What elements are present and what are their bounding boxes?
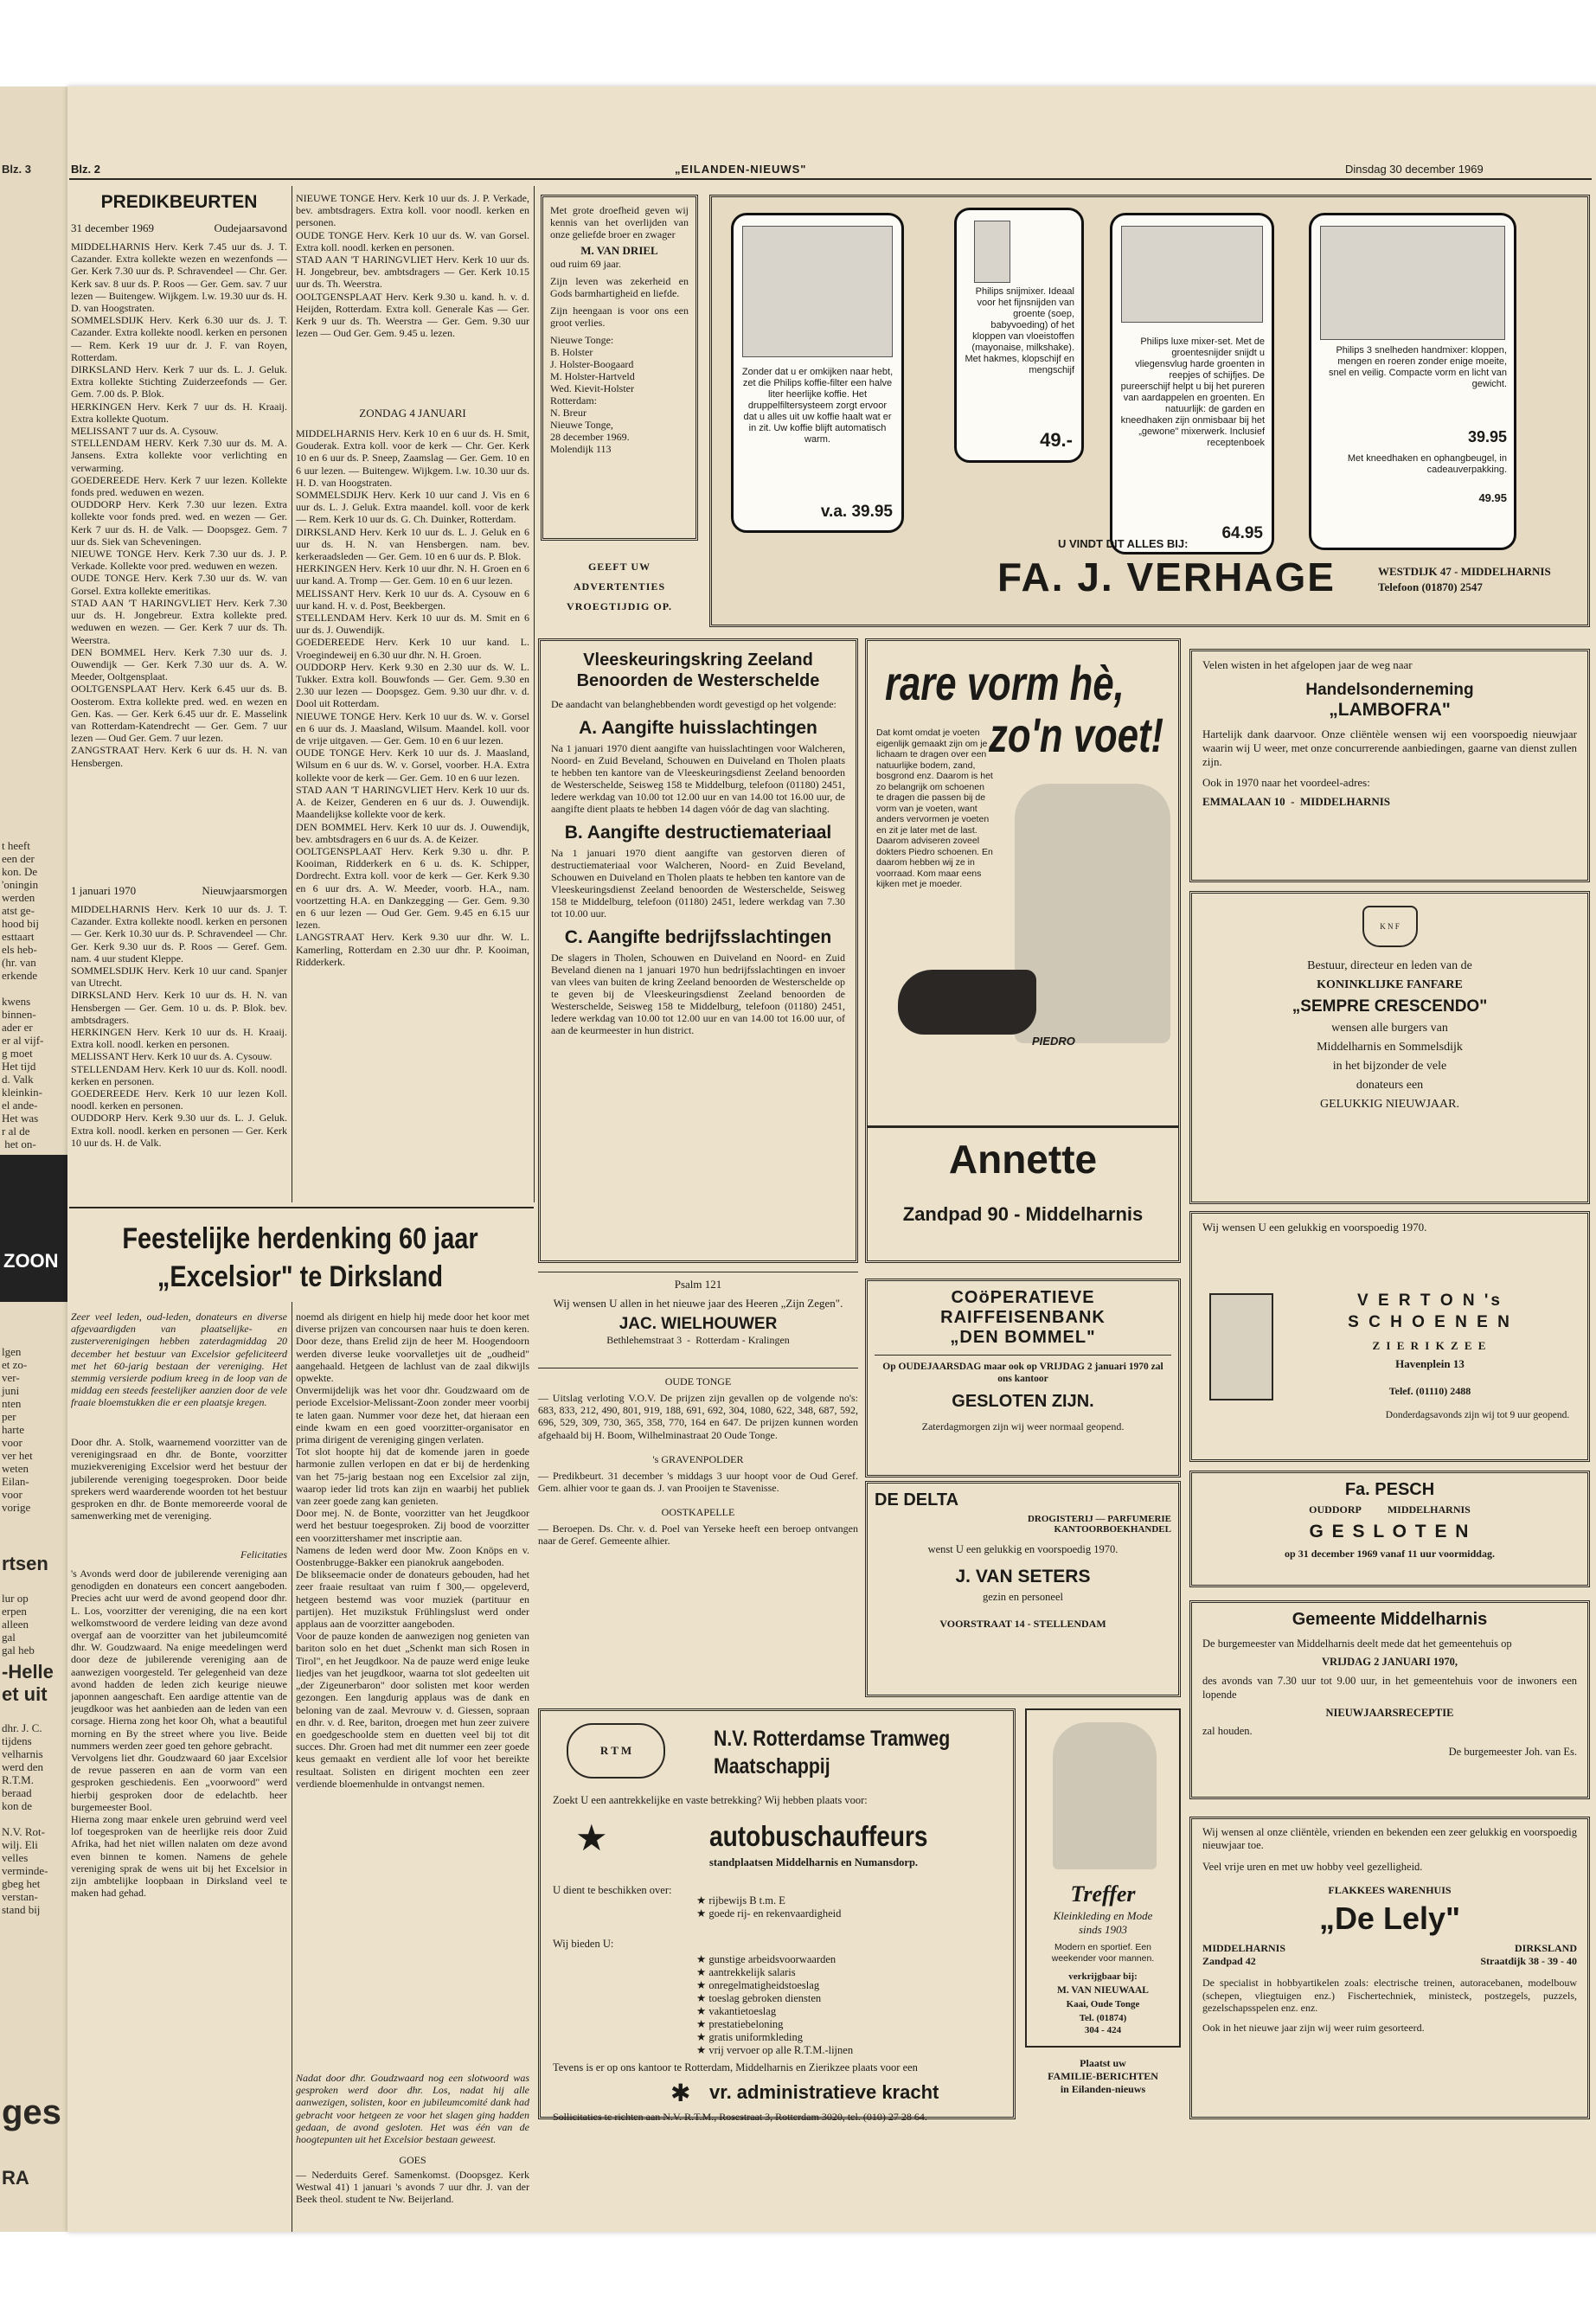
lely-address: Zandpad 42 <box>1202 1955 1256 1967</box>
verton-phone: Telef. (01110) 2488 <box>1388 1385 1471 1397</box>
news-place: OUDE TONGE <box>664 1375 732 1388</box>
treffer-description: Modern en sportief. Een weekender voor mannen. <box>1051 1942 1155 1964</box>
lambofra-intro: Velen wisten in het afgelopen jaar de weg naar <box>1202 658 1413 671</box>
verton-name-1: V E R T O N 's <box>1357 1292 1503 1310</box>
rtm-offer-label: Wij bieden U: <box>553 1938 614 1950</box>
psalm-wish: Wij wensen U allen in het nieuwe jaar des Heeren „Zijn Zegen". <box>553 1297 843 1310</box>
verhage-tagline: U VINDT DIT ALLES BIJ: <box>1058 537 1189 550</box>
treffer-phone-2: 304 - 424 <box>1084 2025 1122 2035</box>
list-item: ★ gunstige arbeidsvoorwaarden <box>696 1953 836 1965</box>
rtm-logo: R T M <box>567 1723 665 1779</box>
raiffeisenbank-advertisement <box>865 1279 1181 1477</box>
feest-body-3: noemd als dirigent en hielp hij mede door het koor met diverse prijzen van concoursen naar huis te doen keren. Door deze, thans Erelid zijn de heer M. Hoogendoorn werden diverse leuke voorvalletjes uit de „oudheid" aangehaald. Hetgeen de lachlust van de zaal dikwijls opwekte. Onvermijdelijk was het voor dhr. Goudzwaard om de periode Excelsior-Melissant-Zoon zonder meer voorbij te laten gaan. Nummer voor deze het, dat hieraan een einde kwam en een goed voorzitter-organisator en prima dirigent de vereniging gingen verlaten. Tot slot hoopte hij dat de komende jaren in goede harmonie zullen verlopen en dat er bij de herdenking van het 75-jarig bestaan nog een Excelsior zal zijn, waarop ieder lid trots kan zijn en waarbij het publiek van zeer goede zang kan genieten. Door mej. N. de Bonte, voorzitter van het Jeugdkoor werd het bestuur toegesproken. Zij bood de voorzitter een voorzittershamer met inscriptie aan. Namens de leden werd door Mw. Zoon Knöps en v. Oostenbrugge-Bakker een pianokruk aangeboden. De blikseemacie onder de donateurs gebouden, had het zeer fraaie resultaat van ruim f 300,— opgeleverd, hetgeen bestemd was voor muziek (partituur en partijen). Het muzikstuk Frühlingslust werd onder applaus aan de voorzitter aangeboden. Voor de pauze konden de aanwezigen nog genieten van bariton solo en het duet „Schenkt man sich Rosen in Tirol", en het Jeugdkoor. Na de pauze werd enige leuke liedjes van het jeugdkoor, waarna tot slot gedeelten uit „der Zigeunerbaron" door solisten met koor werden gezongen. Een langdurig applaus was de dank en beloning van de zaal. Mevrouw v. d. Giessen, sopraan en dhr. v. d. Ree, bariton, droegen met hun zeer zuivere en goedgeschoolde stem en duetten veel bij tot dit succes. Dhr. Groen had met dit nummer een zeer goede keus gemaakt en verdient alle lof voor het bereikte resultaat. Solisten en dirigent mochten een zeer verdiende bloemenhulde in ontvangst nemen. <box>296 1311 529 1790</box>
lely-advertisement <box>1189 1817 1590 2119</box>
mixer-set-product <box>1110 213 1274 554</box>
fanfare-advertisement <box>1189 891 1590 1204</box>
hand-blender-image <box>974 221 1010 283</box>
treffer-shop-name: M. VAN NIEUWAAL <box>1057 1985 1149 1996</box>
feest-subhead: Felicitaties <box>240 1548 287 1561</box>
coffee-filter-price: v.a. 39.95 <box>820 503 893 521</box>
piedro-logo: PIEDRO <box>1032 1035 1075 1048</box>
predikbeurten-occasion-1: Oudejaarsavond <box>214 221 287 234</box>
list-item: ★ vrij vervoer op alle R.T.M.-lijnen <box>696 2044 854 2056</box>
wielhouwer-notice <box>538 1272 858 1368</box>
gemeente-signature: De burgemeester Joh. van Es. <box>1448 1745 1577 1758</box>
vleeskeuring-title: Vleeskeuringskring Zeeland Benoorden de Westerschelde <box>576 651 820 690</box>
pesch-location: OUDDORP <box>1309 1503 1362 1516</box>
section-c-text: De slagers in Tholen, Schouwen en Duiveland en Noord- en Zuid Beveland dienen na 1 januari 1970 hun bedrijfsslachtingen en invoer van vlees van buiten de kring Zeeland benoorden de Westerschelde op te geven bij de Vleeskeuringsdienst Zeeland benoorden de Westerschelde, Seisweg 158 te Middelburg, telefoon (01180) 2451, ledere werkdag van 10.00 tot 12.00 uur en van 14.00 tot 16.00 uur, of aan de keurmeester in hun district. <box>551 952 845 1036</box>
divider <box>868 1125 1178 1128</box>
obituary-place-date: Nieuwe Tonge, 28 december 1969. <box>550 419 630 443</box>
verton-wish: Wij wensen U een gelukkig en voorspoedig 1970. <box>1202 1221 1427 1234</box>
lely-specialty: De specialist in hobbyartikelen zoals: electrische treinen, autoracebanen, modelbouw (schepen, vliegtuigen enz.) Fischertechniek, ministeck, postzegels, puzzels, gezelschapsspelen enz. enz. <box>1202 1977 1577 2014</box>
list-item: ★ vakantietoeslag <box>696 2005 777 2017</box>
news-item: — Predikbeurt. 31 december 's middags 3 uur hoopt voor de Oud Geref. Gem. alhier voor te gaan ds. J. van Prooijen te Stavenisse. <box>538 1469 858 1495</box>
pesch-when: op 31 december 1969 vanaf 11 uur voormiddag. <box>1285 1548 1495 1560</box>
predikbeurten-title: PREDIKBEURTEN <box>100 192 258 212</box>
fanfare-line: Middelharnis en Sommelsdijk <box>1317 1041 1463 1054</box>
newspaper-title: „EILANDEN-NIEUWS" <box>675 163 807 176</box>
reminder-line: Plaatst uw <box>1080 2057 1126 2069</box>
raiffeisen-line: RAIFFEISENBANK <box>940 1308 1106 1327</box>
feest-headline-2: „Excelsior" te Dirksland <box>157 1260 444 1293</box>
hand-mixer-price: 39.95 <box>1467 428 1507 445</box>
obituary-name: M. VAN DRIEL <box>580 244 658 257</box>
obituary-age: oud ruim 69 jaar. <box>550 258 621 270</box>
news-item: — Uitslag verloting V.O.V. De prijzen zijn gevallen op de volgende no's: 683, 833, 212, 490, 801, 919, 188, 691, 692, 304, 1080, 622, 348, 687, 592, 696, 529, 309, 730, 365, 358, 770, 164 en 647. De prijzen kunnen worden afgehaald bij H. Boom, Wilhelminastraat 20 Oude Tonge. <box>538 1392 858 1441</box>
star-icon: ✱ <box>670 2080 691 2107</box>
delta-address: VOORSTRAAT 14 - STELLENDAM <box>939 1618 1106 1630</box>
lambofra-advertisement <box>1189 649 1590 882</box>
news-item: — Beroepen. Ds. Chr. v. d. Poel van Yerseke heeft een beroep ontvangen naar de Geref. Gemeente alhier. <box>538 1522 858 1548</box>
verton-name-2: S C H O E N E N <box>1348 1313 1512 1331</box>
section-a-text: Na 1 januari 1970 dient aangifte van huisslachtingen voor Walcheren, Noord- en Zuid Beveland, Schouwen en Duiveland en Tholen plaats te hebben ten kantore van de Vleeskeuringsdienst Zeeland benoorden de Westerschelde, Seisweg 158 te Middelburg, telefoon (01180) 2451, ledere werkdag van 10.00 tot 12.00 uur en van 14.00 tot 16.00 uur, de aangifte dient plaats te hebben 14 dagen vóór de dag van slachting. <box>551 742 845 815</box>
gemeente-body: De burgemeester van Middelharnis deelt mede dat het gemeentehuis op <box>1202 1638 1512 1650</box>
lambofra-body: Hartelijk dank daarvoor. Onze cliëntèle wensen wij een voorspoedig nieuwjaar waarin wij U weer, met onze concurrerende aanbiedingen, gaarne van dienst zullen zijn. <box>1202 727 1577 768</box>
predikbeurten-date-2: 1 januari 1970 <box>71 884 137 897</box>
delta-sub: DROGISTERIJ — PARFUMERIE <box>1027 1514 1171 1524</box>
raiffeisen-reopen: Zaterdagmorgen zijn wij weer normaal geopend. <box>921 1420 1125 1433</box>
predikbeurten-date-1: 31 december 1969 <box>71 221 155 234</box>
raiffeisen-name: „DEN BOMMEL" <box>950 1328 1096 1347</box>
fanfare-line: Bestuur, directeur en leden van de <box>1307 959 1472 972</box>
list-item: ★ toeslag gebroken diensten <box>696 1992 822 2004</box>
reminder-line: in Eilanden-nieuws <box>1060 2083 1146 2095</box>
psalm-reference: Psalm 121 <box>674 1278 722 1291</box>
predikbeurten-subhead-2 <box>71 884 287 898</box>
feest-closing: Nadat door dhr. Goudzwaard nog een slotwoord was gesproken werd door dhr. Los, nadat hij alle aanwezigen, solisten, koor en jubileumcomité dank had gebracht voor hetgeen ze voor het slagen ging hadden gedaan, de avond gesloten. Het was één van de hoogtepunten uit het Excelsior bestaan geweest. <box>296 2072 529 2146</box>
feest-headline-1: Feestelijke herdenking 60 jaar <box>122 1222 478 1255</box>
delta-wish: wenst U een gelukkig en voorspoedig 1970. <box>927 1543 1118 1555</box>
pesch-location: MIDDELHARNIS <box>1387 1503 1471 1516</box>
star-icon: ★ <box>575 1819 608 1859</box>
annette-body: Dat komt omdat je voeten eigenlijk gemaakt zijn om je lichaam te dragen over een natuurlijke bodem, zand, bosgrond enz. Daarom is het zo belangrijk om schoenen te dragen die passen bij de vorm van je voeten, want anders vervormen je voeten en zit je later met de last. Daarom adviseren zoveel dokters Piedro schoenen. En daarom hebben wij ze in voorraad. Kom maar eens kijken met je moeder. <box>876 727 993 889</box>
hand-blender-price: 49.- <box>1040 429 1073 451</box>
section-b-text: Na 1 januari 1970 dient aangifte van gestorven dieren of destructiemateriaal voor Walcheren, Noord- en Zuid Beveland, Schouwen en Duiveland en Tholen plaats te hebben ten kantore van de Vleeskeuringsdienst Zeeland benoorden de Westerschelde, Seisweg 158 te Middelburg, telefoon (01180) 2451, ledere werkdag van 7.30 tot 10.00 uur. <box>551 847 846 920</box>
feest-lead: Zeer veel leden, oud-leden, donateurs en diverse afgevaardigden van plaatselijke- en zusterverenigingen hebben zaterdagmiddag 20 december het bestuur van Excelsior gefeliciteerd met het 60-jarig bestaan der vereniging. Het stemmig versierde podium kreeg in de loop van de middag een steeds feestelijker aanzien door de vele fraaie bloemstukken die er een plaatsje kregen. <box>71 1311 287 1409</box>
list-item: ★ rijbewijs B t.m. E <box>696 1894 785 1907</box>
annette-headline-2: zo'n voet! <box>989 708 1164 762</box>
mixer-set-image <box>1121 226 1263 323</box>
list-item: ★ aantrekkelijk salaris <box>696 1966 796 1978</box>
previous-page-text: t heeft een der kon. De 'oningin werden atst ge- hood bij esttaart els heb- (hr. van erkende <box>2 839 39 982</box>
article-rule <box>69 1207 534 1208</box>
lely-sub: FLAKKEES WARENHUIS <box>1328 1884 1452 1896</box>
lely-name: „De Lely" <box>1318 1900 1461 1936</box>
verhage-phone: Telefoon (01870) 2547 <box>1378 580 1483 593</box>
previous-page-heading: ges <box>2 2093 61 2131</box>
section-b-title: B. Aangifte destructiemateriaal <box>564 823 832 843</box>
mixer-set-description: Philips luxe mixer-set. Met de groentesnijder snijdt u vliegensvlug harde groenten in reepjes of schijfjes. De pureerschijf helpt u bij het pureren van aardappelen en groenten. En natuurlijk: de garden en kneedhaken zijn onmisbaar bij het „gewone" mixerwerk. Inclusief receptenboek <box>1120 336 1265 448</box>
verton-hours: Donderdagsavonds zijn wij tot 9 uur geopend. <box>1385 1410 1570 1420</box>
section-a-title: A. Aangifte huisslachtingen <box>579 718 817 738</box>
fanfare-line: in het bijzonder de vele <box>1332 1060 1447 1073</box>
gemeente-event: NIEUWJAARSRECEPTIE <box>1325 1707 1454 1719</box>
rtm-requirements-label: U dient te beschikken over: <box>553 1884 672 1896</box>
list-item: ★ prestatiebeloning <box>696 2018 784 2030</box>
treffer-street: Kaai, Oude Tonge <box>1066 1999 1140 2009</box>
verhage-address: WESTDIJK 47 - MIDDELHARNIS <box>1378 565 1551 578</box>
lely-invite: Veel vrije uren en met uw hobby veel gezelligheid. <box>1202 1861 1423 1873</box>
verhage-advertisement <box>709 195 1590 627</box>
pesch-closed: G E S L O T E N <box>1309 1522 1471 1541</box>
reminder-line: ADVERTENTIES <box>573 580 666 593</box>
verhage-name: FA. J. VERHAGE <box>997 554 1336 599</box>
delta-name: DE DELTA <box>875 1490 959 1509</box>
lely-foot: Ook in het nieuwe jaar zijn wij weer ruim gesorteerd. <box>1202 2021 1425 2034</box>
family-notice-reminder <box>1025 2057 1181 2096</box>
coffee-filter-description: Zonder dat u er omkijken naar hebt, zet die Philips koffie-filter een halve liter heerlijke koffie. Het druppelfiltersysteem zorgt ervoor dat u alles uit uw koffie haalt wat er in zit. Uw koffie blijft automatisch warm. <box>741 367 894 445</box>
verton-advertisement <box>1189 1211 1590 1462</box>
list-item: ★ onregelmatigheidstoeslag <box>696 1979 820 1991</box>
predikbeurten-list-1: MIDDELHARNIS Herv. Kerk 7.45 uur ds. J. T. Cazander. Extra kollekte wezen en wezenfonds — Ger. Kerk 7.30 uur ds. P. Schravendeel — Chr. Ger. Kerk sav. 8 uur ds. P. Roos — Ger. Gem. sav. 7 uur lezen — Buitengew. Wijkgem. l.w. 19.30 uur ds. H. D. van Hoogstraten. SOMMELSDIJK Herv. Kerk 6.30 uur ds. J. T. Cazander. Extra kollekte noodl. kerken en personen — Rem. Kerk 19 uur dr. J. F. van Royen, Rotterdam. DIRKSLAND Herv. Kerk 7 uur ds. L. J. Geluk. Extra kollekte Stichting Zuiderzeefonds — Ger. Gem. 7.00 ds. P. Blok. HERKINGEN Herv. Kerk 7 uur ds. H. Kraaij. Extra kollekte Quotum. MELISSANT 7 uur ds. A. Cysouw. STELLENDAM HERV. Kerk 7.30 uur ds. M. A. Jansens. Extra kollekte voor verlichting en verwarming. GOEDEREEDE Herv. Kerk 7 uur lezen. Kollekte fonds pred. weduwen en wezen. OUDDORP Herv. Kerk 7.30 uur lezen. Extra kollekte voor fonds pred. wed. en wezen — Ger. Kerk 7 uur ds. H. de Valk. — Doopsgez. Gem. 7 uur ds. Siek van Scheveningen. NIEUWE TONGE Herv. Kerk 7.30 uur ds. J. P. Verkade. Kollekte voor pred. weduwen en wezen. OUDE TONGE Herv. Kerk 7.30 uur ds. W. van Gorsel. Extra kollekte emeritikas. STAD AAN 'T HARINGVLIET Herv. Kerk 7.30 uur ds. H. Jongebreur. Extra kollekte pred. weduwen en wezen. — Ger. Kerk 7 uur ds. Th. Weerstra. DEN BOMMEL Herv. Kerk 7.30 uur ds. J. Ouwendijk — Ger. Kerk 7.30 uur ds. A. W. Meeder, Ooltgensplaat. OOLTGENSPLAAT Herv. Kerk 6.45 uur ds. B. Oosterom. Extra kollekte pred. wed. en wezen en Gen. Kas. — Ger. Kerk 6.45 uur dr. E. Masselink van Rotterdam-Katendrecht — Ger. Gem. 7 uur lezen — Oud Ger. Gem. 7 uur lezen. ZANGSTRAAT Herv. Kerk 6 uur ds. H. N. van Hensbergen. <box>71 240 287 769</box>
coffee-filter-product <box>731 213 904 533</box>
gemeente-date: VRIJDAG 2 JANUARI 1970, <box>1322 1656 1458 1668</box>
pesch-advertisement <box>1189 1471 1590 1587</box>
previous-page-ad-text: ZOON <box>3 1250 59 1272</box>
psalm-address: Bethlehemstraat 3 - Rotterdam - Kralingen <box>606 1334 790 1346</box>
lely-address: Straatdijk 38 - 39 - 40 <box>1480 1955 1577 1967</box>
annette-advertisement <box>865 638 1181 1263</box>
hand-mixer-description: Philips 3 snelheden handmixer: kloppen, mengen en roeren zonder enige moeite, snel en veilig. Compacte vorm en licht van gewicht. <box>1328 345 1507 389</box>
news-place: OOSTKAPELLE <box>661 1506 735 1519</box>
lely-addresses <box>1202 1955 1577 1968</box>
fanfare-name: „SEMPRE CRESCENDO" <box>1292 997 1488 1016</box>
predikbeurten-occasion-2: Nieuwjaarsmorgen <box>202 884 287 897</box>
header-rule <box>69 178 1592 180</box>
treffer-advertisement <box>1025 1708 1181 2048</box>
annette-name: Annette <box>948 1137 1098 1182</box>
lambofra-address-intro: Ook in 1970 naar het voordeel-adres: <box>1202 776 1370 789</box>
lambofra-name-2: „LAMBOFRA" <box>1329 700 1451 720</box>
vleeskeuring-intro: De aandacht van belanghebbenden wordt gevestigd op het volgende: <box>551 698 836 710</box>
annette-address: Zandpad 90 - Middelharnis <box>902 1203 1144 1225</box>
lely-city: DIRKSLAND <box>1514 1942 1577 1954</box>
gemeente-body: zal houden. <box>1202 1725 1253 1737</box>
lambofra-name-1: Handelsonderneming <box>1305 681 1474 699</box>
previous-page-heading: RA <box>2 2167 29 2189</box>
shoe-shop-building-icon <box>1209 1293 1273 1400</box>
rtm-requirements-list <box>696 1894 841 1920</box>
news-item: — Nederduits Geref. Samenkomst. (Doopsgez. Kerk Westwal 41) 1 januari 's avonds 7 uur dhr. J. van der Beek theol. student te Nw. Beijerland. <box>296 2169 529 2206</box>
column-rule <box>534 186 535 1202</box>
obituary-family: Nieuwe Tonge: B. Holster J. Holster-Boogaard M. Holster-Hartveld Wed. Kievit-Holster Rotterdam: N. Breur <box>550 334 635 419</box>
list-item: ★ gratis uniformkleding <box>696 2031 803 2043</box>
obituary-text: Zijn heengaan is voor ons een groot verlies. <box>550 304 689 329</box>
treffer-script: Kleinkleding en Mode <box>1053 1909 1153 1922</box>
regional-news-goes <box>296 2154 529 2206</box>
previous-page-ad-block <box>0 1155 67 1302</box>
raiffeisen-notice: Op OUDEJAARSDAG maar ook op VRIJDAG 2 januari 1970 zal ons kantoor <box>875 1355 1171 1385</box>
rtm-title-2: Maatschappij <box>714 1754 830 1779</box>
rtm-title-1: N.V. Rotterdamse Tramweg <box>714 1727 951 1751</box>
pesch-locations <box>1199 1503 1580 1516</box>
obituary-address: Molendijk 113 <box>550 443 612 455</box>
obituary-notice <box>541 195 698 541</box>
hand-mixer-extras-price: 49.95 <box>1478 491 1507 504</box>
rtm-job-2: vr. administratieve kracht <box>709 2081 939 2103</box>
advertising-reminder <box>541 554 698 631</box>
issue-date: Dinsdag 30 december 1969 <box>1345 163 1484 176</box>
rtm-also: Tevens is er op ons kantoor te Rotterdam, Middelharnis en Zierikzee plaats voor een <box>553 2061 918 2073</box>
previous-page-number: Blz. 3 <box>2 163 31 176</box>
hand-mixer-product <box>1309 213 1516 550</box>
previous-page-heading: -Helle et uit <box>2 1661 54 1705</box>
news-place: 's GRAVENPOLDER <box>652 1452 744 1465</box>
lely-cities <box>1202 1942 1577 1955</box>
list-item: ★ goede rij- en rekenvaardigheid <box>696 1907 842 1920</box>
previous-page-strip <box>0 87 70 2232</box>
fanfare-line: donateurs een <box>1356 1079 1424 1092</box>
predikbeurten-list-3: NIEUWE TONGE Herv. Kerk 10 uur ds. J. P. Verkade, bev. ambtsdragers. Extra koll. voor noodl. kerken en personen. OUDE TONGE Herv. Kerk 10 uur ds. W. van Gorsel. Extra koll. noodl. kerken en personen. STAD AAN 'T HARINGVLIET Herv. Kerk 10 uur ds. H. Jongebreur, bev. ambtsdragers — Ger. Kerk 10.15 uur ds. Th. Weerstra. OOLTGENSPLAAT Herv. Kerk 9.30 u. kand. h. v. d. Heijden, Rotterdam. Extra koll. Generale Kas — Ger. Kerk 9 uur ds. Th. Weerstra — Ger. Gem. 9.30 uur lezen — Oud Ger. Gem. 9.45 u. lezen. <box>296 192 529 340</box>
predikbeurten-list-2: MIDDELHARNIS Herv. Kerk 10 uur ds. J. T. Cazander. Extra kollekte noodl. kerken en personen — Ger. Kerk 10.30 uur ds. P. Schravendeel — Chr. Ger. Kerk 9.30 uur ds. P. Roos — Geref. Gem. nam. 4 uur student Kleppe. SOMMELSDIJK Herv. Kerk 10 uur cand. Spanjer van Utrecht. DIRKSLAND Herv. Kerk 10 uur ds. H. N. van Hensbergen — Ger. Gem. 10 u. ds. P. Blok. bev. ambtsdragers. HERKINGEN Herv. Kerk 10 uur ds. H. Kraaij. Extra koll. noodl. kerken en personen. MELISSANT Herv. Kerk 10 uur ds. A. Cysouw. STELLENDAM Herv. Kerk 10 uur ds. Koll. noodl. kerken en personen. GOEDEREEDE Herv. Kerk 10 uur lezen Koll. noodl. kerken en personen. OUDDORP Herv. Kerk 9.30 uur ds. L. J. Geluk. Extra koll. noodl. kerken en personen — Ger. Kerk 10 uur ds. H. de Valk. <box>71 903 287 1149</box>
delta-sub: KANTOORBOEKHANDEL <box>1054 1524 1171 1535</box>
vleeskeuring-notice <box>538 638 858 1263</box>
delta-advertisement <box>865 1481 1181 1697</box>
obituary-text: Zijn leven was zekerheid en Gods barmhartigheid en liefde. <box>550 275 689 299</box>
news-place: GOES <box>399 2154 426 2166</box>
previous-page-heading: rtsen <box>2 1553 48 1574</box>
boy-illustration <box>1015 784 1170 1043</box>
reminder-line: VROEGTIJDIG OP. <box>567 600 672 612</box>
gemeente-notice <box>1189 1600 1590 1799</box>
page-number: Blz. 2 <box>71 163 100 176</box>
verton-street: Havenplein 13 <box>1395 1357 1465 1370</box>
shoe-illustration <box>898 970 1036 1035</box>
previous-page-text: lur op erpen alleen gal gal heb <box>2 1592 35 1657</box>
gemeente-title: Gemeente Middelharnis <box>1292 1610 1488 1629</box>
predikbeurten-subhead-3: ZONDAG 4 JANUARI <box>359 407 466 420</box>
feest-body-1: Door dhr. A. Stolk, waarnemend voorzitter van de verenigingsraad en dhr. de Bonte, voorzitter muziekvereniging Excelsior werd het bestuur der jubilerende vereniging toegesproken. Door beide sprekers werd waarderende woorden tot het bestuur gesproken en dhr. de Bonte memoreerde vooral de samenwerking met de vereniging. <box>71 1436 287 1522</box>
reminder-line: GEEFT UW <box>587 561 651 573</box>
predikbeurten-subhead-1 <box>71 221 287 235</box>
rtm-apply: Sollicitaties te richten aan N.V. R.T.M., Rosestraat 3, Rotterdam 3020, tel. (010) 27 28 64. <box>553 2111 927 2123</box>
lely-wish: Wij wensen al onze cliëntèle, vrienden en bekenden een zeer gelukkig en voorspoedig nieuwjaar toe. <box>1202 1826 1577 1851</box>
rtm-offer-list <box>696 1953 853 2057</box>
obituary-intro: Met grote droefheid geven wij kennis van het overlijden van onze geliefde broer en zwager <box>550 204 689 240</box>
hand-blender-description: Philips snijmixer. Ideaal voor het fijnsnijden van groente (soep, babyvoeding) of het kloppen van vloeistoffen (mayonaise, milkshake). Met hakmes, klopschijf en mengschijf <box>965 286 1074 375</box>
treffer-phone: Tel. (01874) <box>1079 2013 1127 2023</box>
lely-city: MIDDELHARNIS <box>1202 1942 1286 1954</box>
fanfare-line: wensen alle burgers van <box>1331 1022 1448 1035</box>
raiffeisen-closed: GESLOTEN ZIJN. <box>952 1392 1094 1411</box>
coffee-filter-image <box>742 226 893 357</box>
feest-body-2: 's Avonds werd door de jubilerende vereniging aan genodigden en donateurs een concert aangeboden. Precies acht uur werd de avond geopend door dhr. L. Los, voorzitter der vereniging, die na een kort welkomstwoord de verdere leiding van deze avond overgaf aan de voorzitter van het jubileumcomité dhr. W. Goudzwaard. Na enige meedelingen werd door deze de jubilerende vereniging aan de aanwezigen voorgesteld. Ter gelegenheid van deze avond hadden de leden zich keurige nieuwe japonnen aangeschaft. Een aardige attentie van de jeugdkoor was het aanbieden aan de leden van een corsage. Hierna zong het koor Oh, what a beautiful morning en By the street where you live. Beide nummers werden zeer goed ten gehore gebracht. Vervolgens liet dhr. Goudzwaard 60 jaar Excelsior de revue passeren en aan de vorm van een gesproken geschiedenis. Een „voorwoord" werd hierbij gesproken door de edelachtb. heer burgemeester Bool. Hierna zong maar enkele uren gebruind werd veel lof toegesproken van de heerlijke reis door Zuid Afrika, had het niet willen nalaten om deze avond even binnen te komen. Namens de gehele vereniging sprak de wens uit bij het Excelsior in zijn ambtelijke loopbaan in Dirksland veel te maken had gehad. <box>71 1567 287 1900</box>
lambofra-address: EMMALAAN 10 - MIDDELHARNIS <box>1202 795 1391 808</box>
rtm-job-1: autobuschauffeurs <box>709 1820 928 1852</box>
mixer-set-price: 64.95 <box>1221 524 1263 542</box>
section-c-title: C. Aangifte bedrijfsslachtingen <box>564 927 832 947</box>
hand-blender-product <box>954 208 1084 463</box>
treffer-where: verkrijgbaar bij: <box>1068 1971 1138 1982</box>
delta-owner: J. VAN SETERS <box>955 1567 1091 1586</box>
regional-news <box>538 1375 858 1548</box>
pesch-name: Fa. PESCH <box>1344 1480 1435 1499</box>
verton-city: Z I E R I K Z E E <box>1372 1339 1488 1352</box>
hand-mixer-extras: Met kneedhaken en ophangbeugel, in cadeauverpakking. <box>1347 453 1507 475</box>
predikbeurten-list-4: MIDDELHARNIS Herv. Kerk 10 en 6 uur ds. H. Smit, Gouderak. Extra koll. voor de kerk — Chr. Ger. Kerk 10 en 6 uur ds. P. Sneep, Zaamslag — Ger. Gem. 10 en 6 uur lezen. — Buitengew. Wijkgem. l.w. 10.30 uur ds. H. D. van Hoogstraten. SOMMELSDIJK Herv. Kerk 10 uur cand J. Vis en 6 uur ds. L. J. Geluk. Extra maandel. koll. voor de kerk — Rem. Kerk 10 uur ds. G. Ch. Duinker, Rotterdam. DIRKSLAND Herv. Kerk 10 uur ds. L. J. Geluk en 6 uur ds. H. N. van Hensbergen. nam. bev. kerkeraadsleden — Ger. Gem. 10 en 6 uur ds. P. Blok. HERKINGEN Herv. Kerk 10 uur dhr. N. H. Groen en 6 uur kand. A. Tromp — Ger. Gem. 10 en 6 uur lezen. MELISSANT Herv. Kerk 10 uur ds. A. Cysouw en 6 uur kand. H. v. d. Post, Beekbergen. STELLENDAM Herv. Kerk 10 uur ds. M. Smit en 6 uur ds. J. Ouwendijk. GOEDEREEDE Herv. Kerk 10 uur kand. L. Vroegindeweij en 6.30 uur dhr. N. H. Groen. OUDDORP Herv. Kerk 9.30 en 2.30 uur ds. W. L. Tukker. Extra koll. Bouwfonds — Ger. Gem. 9.30 en 2.30 uur lezen — Doopsgez. Gem. 9.30 uur dhr. v. d. Dool uit Rotterdam. NIEUWE TONGE Herv. Kerk 10 uur ds. W. v. Gorsel en 6 uur ds. J. Maasland, Wilsum. Maandel. koll. voor de vrije uitgaven. — Ger. Gem. 10 en 6 uur lezen. OUDE TONGE Herv. Kerk 10 uur ds. J. Maasland, Wilsum en 6 uur ds. W. v. Gorsel, voorber. H.A. Extra kollekte voor de kerk — Ger. Gem. 10 en 6 uur lezen. STAD AAN 'T HARINGVLIET Herv. Kerk 10 uur ds. A. de Keizer, Genderen en 6 uur ds. J. Ouwendijk. Maandelijkse kollekte voor de kerk. DEN BOMMEL Herv. Kerk 10 uur ds. J. Ouwendijk, bev. ambtsdragers en 6 uur ds. A. de Keizer. OOLTGENSPLAAT Herv. Kerk 9.30 u. dhr. P. Kooiman, Ridderkerk en 6 u. ds. K. Schipper, Dordrecht. Extra koll. voor de kerk — Ger. Kerk 9.30 en 6 uur drs. A. W. Meeder, voorb. H.A., nam. voortzetting H.A. en Dankzegging — Ger. Gem. 9.30 en 6 uur lezen — Oud Ger. Gem. 9.45 en 6.15 uur lezen. LANGSTRAAT Herv. Kerk 9.30 uur dhr. W. L. Kamerling, Rotterdam en 2.30 uur dhr. P. Kooiman, Ridderkerk. <box>296 427 529 968</box>
man-illustration <box>1053 1722 1157 1869</box>
previous-page-text: lgen et zo- ver- juni nten per harte voor ver het weten Eilan- voor vorige <box>2 1345 33 1514</box>
rtm-advertisement <box>538 1708 1016 2123</box>
rtm-ask: Zoekt U een aantrekkelijke en vaste betrekking? Wij hebben plaats voor: <box>553 1794 868 1806</box>
raiffeisen-line: COöPERATIEVE <box>951 1288 1095 1307</box>
gemeente-body: des avonds van 7.30 uur tot 9.00 uur, in het gemeentehuis voor de inwoners een lopende <box>1202 1675 1577 1701</box>
reminder-line: FAMILIE-BERICHTEN <box>1048 2070 1158 2082</box>
fanfare-line: GELUKKIG NIEUWJAAR. <box>1320 1098 1459 1111</box>
previous-page-text: dhr. J. C. tijdens velharnis werd den R.T.M. beraad kon de N.V. Rot- wilj. Eli velles verminde- gbeg het verstan- stand bij <box>2 1721 48 1916</box>
fanfare-line: KONINKLIJKE FANFARE <box>1317 978 1463 991</box>
previous-page-text: kwens binnen- ader er er al vijf- g moet Het tijd d. Valk kleinkin- el ande- Het was r al de het on- <box>2 995 44 1150</box>
annette-headline-1: rare vorm hè, <box>885 656 1125 710</box>
treffer-script: sinds 1903 <box>1079 1923 1127 1936</box>
rtm-job-1-sub: standplaatsen Middelharnis en Numansdorp. <box>709 1856 919 1868</box>
hand-mixer-image <box>1320 226 1505 340</box>
delta-staff: gezin en personeel <box>982 1591 1063 1603</box>
psalm-name: JAC. WIELHOUWER <box>619 1315 778 1333</box>
fanfare-crest: K N F <box>1362 906 1418 947</box>
treffer-brand: Treffer <box>1070 1881 1136 1907</box>
